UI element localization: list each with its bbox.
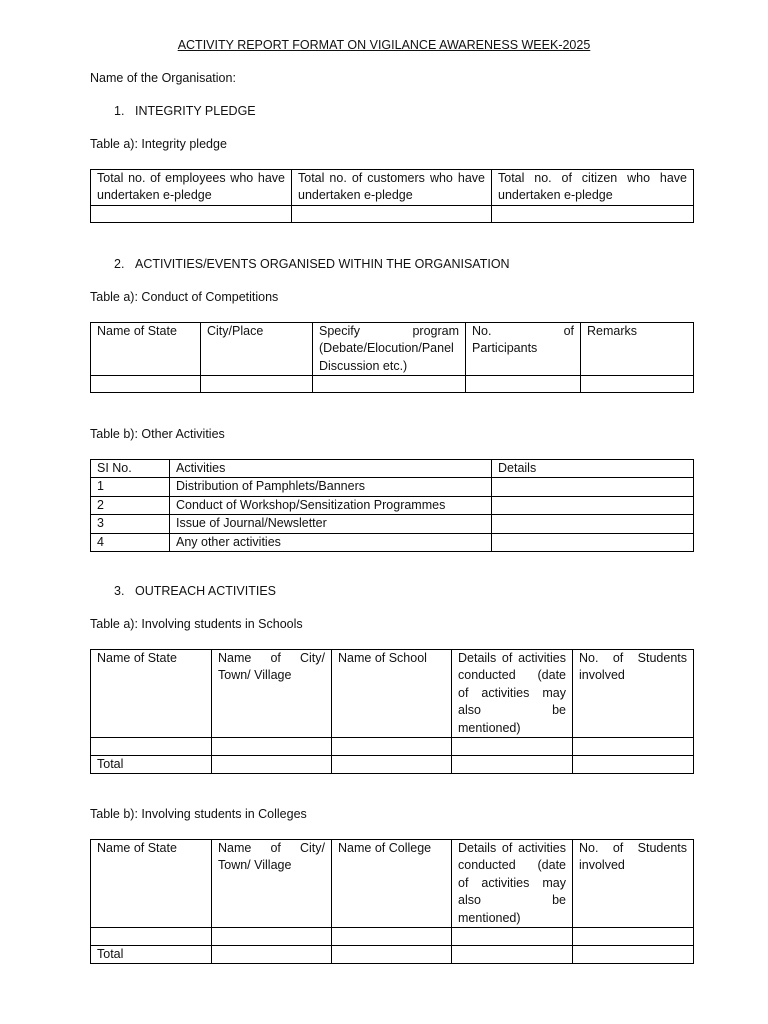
table-cell[interactable] [452, 946, 573, 964]
table-row [91, 205, 694, 222]
details-cell[interactable] [492, 478, 694, 496]
employees-pledge-header: Total no. of employees who have undertaken e-pledge [91, 170, 292, 206]
row-number: 1 [91, 478, 170, 496]
school-name-header: Name of School [332, 650, 452, 738]
participants-header: No. of Participants [466, 323, 581, 376]
integrity-pledge-table [90, 169, 694, 223]
city-place-header: City/Place [201, 323, 313, 376]
details-cell[interactable] [492, 496, 694, 514]
remarks-header: Remarks [581, 323, 694, 376]
document-title: ACTIVITY REPORT FORMAT ON VIGILANCE AWARENESS WEEK-2025 [177, 38, 591, 52]
students-involved-header: No. of Students involved [573, 840, 694, 928]
activity-name: Conduct of Workshop/Sensitization Programmes [170, 496, 492, 514]
colleges-table [90, 839, 694, 964]
total-row [91, 946, 694, 964]
table-header-row [91, 323, 694, 376]
city-town-header: Name of City/ Town/ Village [212, 840, 332, 928]
table-header-row [91, 650, 694, 738]
table-cell[interactable] [452, 756, 573, 774]
table-cell[interactable] [332, 738, 452, 756]
competitions-caption: Table a): Conduct of Competitions [90, 290, 279, 304]
organisation-label: Name of the Organisation: [90, 71, 236, 85]
table-cell[interactable] [332, 756, 452, 774]
details-cell[interactable] [492, 515, 694, 533]
table-cell[interactable] [573, 946, 694, 964]
sl-no-header: SI No. [91, 460, 170, 478]
table-cell[interactable] [573, 756, 694, 774]
table-row [91, 496, 694, 514]
activity-name: Issue of Journal/Newsletter [170, 515, 492, 533]
table-cell[interactable] [492, 205, 694, 222]
students-involved-header: No. of Students involved [573, 650, 694, 738]
table-row [91, 478, 694, 496]
section-2-number: 2. [114, 257, 125, 271]
table-cell[interactable] [91, 738, 212, 756]
other-activities-table [90, 459, 694, 552]
schools-table [90, 649, 694, 774]
competitions-table [90, 322, 694, 393]
table-cell[interactable] [573, 928, 694, 946]
state-header: Name of State [91, 840, 212, 928]
section-1-heading: INTEGRITY PLEDGE [135, 104, 256, 118]
state-header: Name of State [91, 323, 201, 376]
customers-pledge-header: Total no. of customers who have undertaken e-pledge [292, 170, 492, 206]
section-2-heading: ACTIVITIES/EVENTS ORGANISED WITHIN THE ORGANISATION [135, 257, 510, 271]
table-row [91, 928, 694, 946]
row-number: 2 [91, 496, 170, 514]
details-header: Details [492, 460, 694, 478]
colleges-caption: Table b): Involving students in Colleges [90, 807, 307, 821]
table-cell[interactable] [91, 376, 201, 393]
program-header: Specify program (Debate/Elocution/Panel Discussion etc.) [313, 323, 466, 376]
table-cell[interactable] [332, 946, 452, 964]
activity-details-header: Details of activities conducted (date of activities may also be mentioned) [452, 650, 573, 738]
table-row [91, 738, 694, 756]
total-row [91, 756, 694, 774]
activities-header: Activities [170, 460, 492, 478]
table-cell[interactable] [91, 205, 292, 222]
row-number: 4 [91, 533, 170, 551]
section-3-heading: OUTREACH ACTIVITIES [135, 584, 276, 598]
table-cell[interactable] [212, 928, 332, 946]
table-cell[interactable] [212, 946, 332, 964]
table-row [91, 533, 694, 551]
integrity-pledge-caption: Table a): Integrity pledge [90, 137, 227, 151]
table-header-row [91, 170, 694, 206]
table-cell[interactable] [452, 738, 573, 756]
table-row [91, 515, 694, 533]
total-label: Total [91, 946, 212, 964]
schools-caption: Table a): Involving students in Schools [90, 617, 303, 631]
section-3-number: 3. [114, 584, 125, 598]
college-name-header: Name of College [332, 840, 452, 928]
state-header: Name of State [91, 650, 212, 738]
city-town-header: Name of City/ Town/ Village [212, 650, 332, 738]
row-number: 3 [91, 515, 170, 533]
table-cell[interactable] [452, 928, 573, 946]
table-cell[interactable] [573, 738, 694, 756]
section-1-number: 1. [114, 104, 125, 118]
activity-name: Any other activities [170, 533, 492, 551]
activity-details-header: Details of activities conducted (date of activities may also be mentioned) [452, 840, 573, 928]
table-cell[interactable] [212, 738, 332, 756]
table-header-row [91, 460, 694, 478]
table-cell[interactable] [466, 376, 581, 393]
table-row [91, 376, 694, 393]
total-label: Total [91, 756, 212, 774]
citizens-pledge-header: Total no. of citizen who have undertaken e-pledge [492, 170, 694, 206]
table-cell[interactable] [292, 205, 492, 222]
activity-name: Distribution of Pamphlets/Banners [170, 478, 492, 496]
table-cell[interactable] [581, 376, 694, 393]
table-cell[interactable] [201, 376, 313, 393]
other-activities-caption: Table b): Other Activities [90, 427, 225, 441]
table-cell[interactable] [332, 928, 452, 946]
table-header-row [91, 840, 694, 928]
table-cell[interactable] [91, 928, 212, 946]
table-cell[interactable] [212, 756, 332, 774]
details-cell[interactable] [492, 533, 694, 551]
table-cell[interactable] [313, 376, 466, 393]
